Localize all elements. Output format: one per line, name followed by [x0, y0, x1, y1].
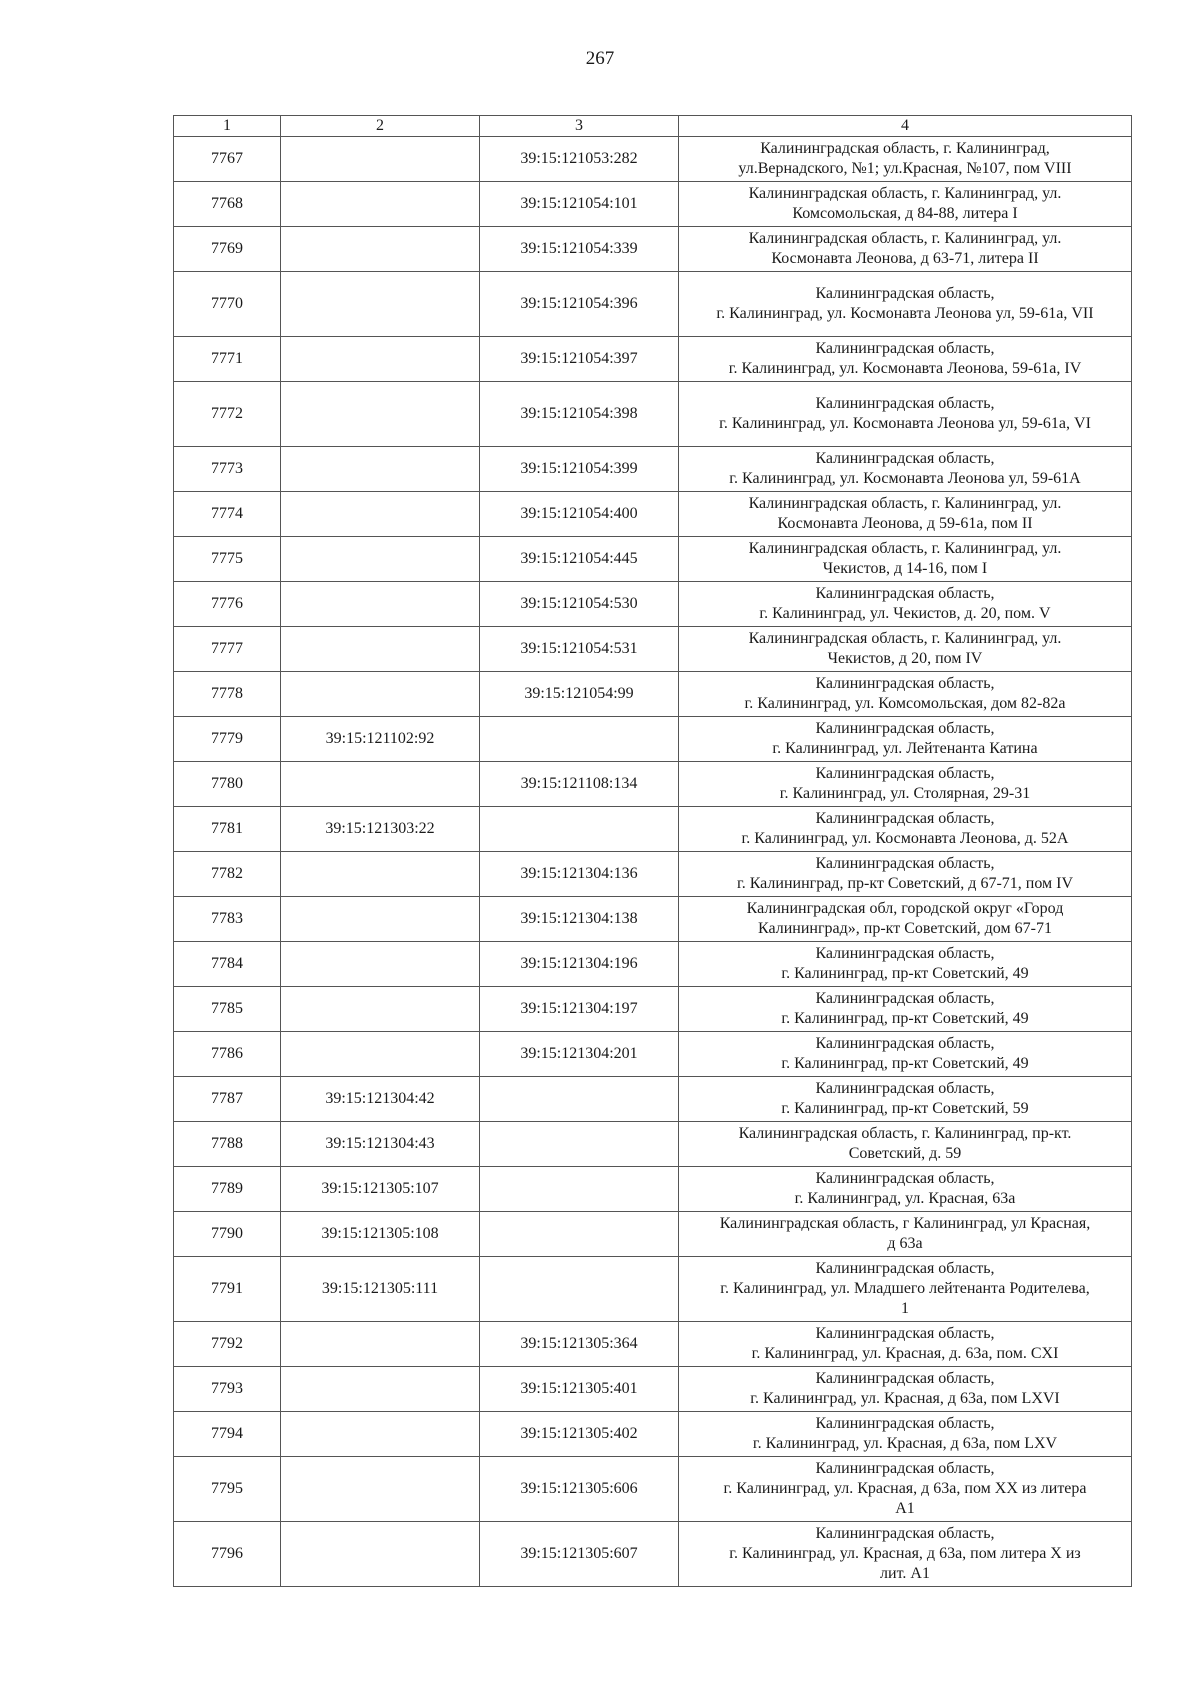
cadastral-number-col2-cell	[281, 447, 480, 492]
cadastral-number-col2-cell	[281, 1412, 480, 1457]
cadastral-number-col3-cell: 39:15:121054:530	[480, 582, 679, 627]
row-number-cell: 7793	[174, 1367, 281, 1412]
cadastral-number-col3-cell	[480, 1122, 679, 1167]
address-cell	[679, 1322, 1132, 1367]
table-header	[174, 116, 1132, 137]
row-number-cell: 7773	[174, 447, 281, 492]
address-line: Калининградская область,	[815, 450, 995, 467]
address-line: г. Калининград, ул. Красная, д. 63а, пом. CXI	[751, 1345, 1059, 1362]
address-line: г. Калининград, ул. Красная, д 63а, пом LXV	[752, 1435, 1058, 1452]
row-number-cell: 7768	[174, 182, 281, 227]
table-row	[174, 987, 1132, 1032]
cadastral-number-col2-cell: 39:15:121305:107	[281, 1167, 480, 1212]
address-line: Калининградская область,	[815, 720, 995, 737]
cadastral-number-col3-cell: 39:15:121054:400	[480, 492, 679, 537]
row-number-cell: 7795	[174, 1457, 281, 1522]
row-number-cell: 7780	[174, 762, 281, 807]
address-line: Калининградская область,	[815, 1035, 995, 1052]
table-row	[174, 137, 1132, 182]
address-line: Калининградская область,	[815, 1325, 995, 1342]
cadastral-number-col3-cell: 39:15:121054:398	[480, 382, 679, 447]
address-line: г. Калининград, ул. Красная, д 63а, пом литера X из	[729, 1545, 1081, 1562]
address-line: Калининградская область,	[815, 1080, 995, 1097]
address-line: лит. А1	[880, 1565, 930, 1582]
row-number-cell: 7794	[174, 1412, 281, 1457]
address-line: Калининградская область, г Калининград, ул Красная,	[719, 1215, 1091, 1232]
row-number-cell: 7771	[174, 337, 281, 382]
column-header-4: 4	[679, 116, 1132, 137]
cadastral-number-col2-cell	[281, 1367, 480, 1412]
address-line: г. Калининград, ул. Чекистов, д. 20, пом. V	[759, 605, 1051, 622]
table-row	[174, 582, 1132, 627]
address-line: ул.Вернадского, №1; ул.Красная, №107, пом VIII	[738, 160, 1072, 177]
address-line: г. Калининград, ул. Космонавта Леонова, 59-61а, IV	[728, 360, 1082, 377]
address-line: Калининградская область,	[815, 675, 995, 692]
address-cell	[679, 537, 1132, 582]
cadastral-number-col2-cell	[281, 672, 480, 717]
address-line: Калининградская область,	[815, 765, 995, 782]
address-line: Калининградская область,	[815, 810, 995, 827]
cadastral-number-col2-cell	[281, 492, 480, 537]
cadastral-number-col2-cell: 39:15:121305:108	[281, 1212, 480, 1257]
address-cell	[679, 1032, 1132, 1077]
row-number-cell: 7781	[174, 807, 281, 852]
cadastral-number-col2-cell	[281, 227, 480, 272]
address-cell	[679, 1522, 1132, 1587]
cadastral-number-col2-cell	[281, 1522, 480, 1587]
cadastral-number-col2-cell	[281, 897, 480, 942]
address-line: Калининградская область, г. Калининград, ул.	[748, 540, 1062, 557]
table-row	[174, 337, 1132, 382]
cadastral-number-col2-cell	[281, 537, 480, 582]
address-line: А1	[895, 1500, 915, 1517]
address-line: Калининградская область, г. Калининград,	[760, 140, 1050, 157]
cadastral-number-col3-cell: 39:15:121305:606	[480, 1457, 679, 1522]
cadastral-number-col3-cell: 39:15:121054:399	[480, 447, 679, 492]
cadastral-number-col2-cell	[281, 272, 480, 337]
address-line: г. Калининград, пр-кт Советский, 49	[781, 965, 1029, 982]
table-row	[174, 807, 1132, 852]
table-row	[174, 1367, 1132, 1412]
table-row	[174, 1122, 1132, 1167]
table-row	[174, 1032, 1132, 1077]
address-line: Калининградская область, г. Калининград, ул.	[748, 495, 1062, 512]
table-row	[174, 1322, 1132, 1367]
address-cell	[679, 227, 1132, 272]
row-number-cell: 7776	[174, 582, 281, 627]
table-row	[174, 717, 1132, 762]
address-cell	[679, 447, 1132, 492]
address-cell	[679, 1167, 1132, 1212]
page-number: 267	[585, 48, 615, 69]
column-header-1: 1	[174, 116, 281, 137]
cadastral-number-col3-cell: 39:15:121054:99	[480, 672, 679, 717]
address-line: г. Калининград, ул. Красная, 63а	[794, 1190, 1016, 1207]
address-cell	[679, 182, 1132, 227]
cadastral-number-col2-cell	[281, 137, 480, 182]
address-line: Калининградская область, г. Калининград, ул.	[748, 185, 1062, 202]
address-line: Калининградская область,	[815, 395, 995, 412]
address-cell	[679, 942, 1132, 987]
cadastral-number-col2-cell: 39:15:121304:43	[281, 1122, 480, 1167]
address-cell	[679, 852, 1132, 897]
cadastral-number-col3-cell: 39:15:121054:397	[480, 337, 679, 382]
row-number-cell: 7782	[174, 852, 281, 897]
row-number-cell: 7770	[174, 272, 281, 337]
row-number-cell: 7767	[174, 137, 281, 182]
table-row	[174, 1257, 1132, 1322]
table-row	[174, 1077, 1132, 1122]
address-cell	[679, 1077, 1132, 1122]
table-body	[174, 137, 1132, 1587]
address-line: г. Калининград, ул. Космонавта Леонова ул, 59-61А	[729, 470, 1081, 487]
row-number-cell: 7775	[174, 537, 281, 582]
address-line: г. Калининград, пр-кт Советский, д 67-71, пом IV	[736, 875, 1074, 892]
table-row	[174, 1457, 1132, 1522]
row-number-cell: 7774	[174, 492, 281, 537]
cadastral-number-col3-cell	[480, 717, 679, 762]
address-line: Калининградская область,	[815, 1260, 995, 1277]
address-line: г. Калининград, ул. Космонавта Леонова ул, 59-61а, VII	[716, 305, 1094, 322]
address-line: Калининградская область,	[815, 585, 995, 602]
column-header-3: 3	[480, 116, 679, 137]
table-row	[174, 852, 1132, 897]
row-number-cell: 7784	[174, 942, 281, 987]
address-line: г. Калининград, ул. Космонавта Леонова ул, 59-61а, VI	[719, 415, 1091, 432]
table-row	[174, 1167, 1132, 1212]
cadastral-number-col2-cell: 39:15:121305:111	[281, 1257, 480, 1322]
cadastral-number-col2-cell	[281, 1322, 480, 1367]
cadastral-number-col2-cell: 39:15:121102:92	[281, 717, 480, 762]
address-line: Калининградская область, г. Калининград, ул.	[748, 630, 1062, 647]
table-row	[174, 447, 1132, 492]
table-row	[174, 1412, 1132, 1457]
address-line: г. Калининград, ул. Красная, д 63а, пом LXVI	[750, 1390, 1060, 1407]
header-row	[174, 116, 1132, 137]
address-line: Калининградская область, г. Калининград, ул.	[748, 230, 1062, 247]
address-cell	[679, 137, 1132, 182]
cadastral-number-col3-cell	[480, 1212, 679, 1257]
row-number-cell: 7777	[174, 627, 281, 672]
cadastral-number-col3-cell: 39:15:121054:531	[480, 627, 679, 672]
cadastral-number-col3-cell: 39:15:121305:401	[480, 1367, 679, 1412]
address-line: г. Калининград, ул. Комсомольская, дом 82-82а	[744, 695, 1066, 712]
row-number-cell: 7792	[174, 1322, 281, 1367]
address-line: Советский, д. 59	[848, 1145, 962, 1162]
table-row	[174, 382, 1132, 447]
address-line: Калининградская область,	[815, 1370, 995, 1387]
cadastral-number-col3-cell	[480, 1077, 679, 1122]
cadastral-number-col3-cell: 39:15:121304:196	[480, 942, 679, 987]
row-number-cell: 7769	[174, 227, 281, 272]
address-cell	[679, 382, 1132, 447]
address-line: Калининградская область,	[815, 340, 995, 357]
row-number-cell: 7779	[174, 717, 281, 762]
property-registry-table	[173, 115, 1132, 1587]
row-number-cell: 7772	[174, 382, 281, 447]
cadastral-number-col2-cell	[281, 627, 480, 672]
cadastral-number-col3-cell: 39:15:121305:607	[480, 1522, 679, 1587]
cadastral-number-col2-cell	[281, 1032, 480, 1077]
address-line: Калининградская область,	[815, 855, 995, 872]
cadastral-number-col3-cell: 39:15:121054:339	[480, 227, 679, 272]
cadastral-number-col2-cell	[281, 762, 480, 807]
address-cell	[679, 582, 1132, 627]
cadastral-number-col2-cell	[281, 382, 480, 447]
cadastral-number-col3-cell	[480, 807, 679, 852]
cadastral-number-col3-cell: 39:15:121304:136	[480, 852, 679, 897]
address-cell	[679, 987, 1132, 1032]
address-cell	[679, 1212, 1132, 1257]
row-number-cell: 7786	[174, 1032, 281, 1077]
address-line: Чекистов, д 20, пом IV	[827, 650, 983, 667]
address-cell	[679, 337, 1132, 382]
address-line: 1	[901, 1300, 909, 1317]
address-cell	[679, 1257, 1132, 1322]
address-cell	[679, 762, 1132, 807]
address-line: г. Калининград, ул. Столярная, 29-31	[779, 785, 1031, 802]
address-line: Космонавта Леонова, д 63-71, литера II	[771, 250, 1039, 267]
cadastral-number-col3-cell: 39:15:121304:197	[480, 987, 679, 1032]
column-header-2: 2	[281, 116, 480, 137]
address-line: г. Калининград, пр-кт Советский, 49	[781, 1055, 1029, 1072]
cadastral-number-col3-cell: 39:15:121108:134	[480, 762, 679, 807]
cadastral-number-col2-cell	[281, 1457, 480, 1522]
address-cell	[679, 1367, 1132, 1412]
address-cell	[679, 1457, 1132, 1522]
row-number-cell: 7788	[174, 1122, 281, 1167]
address-cell	[679, 717, 1132, 762]
cadastral-number-col3-cell: 39:15:121054:396	[480, 272, 679, 337]
address-line: г. Калининград, ул. Лейтенанта Катина	[772, 740, 1038, 757]
address-cell	[679, 897, 1132, 942]
address-line: Калининград», пр-кт Советский, дом 67-71	[758, 920, 1052, 937]
row-number-cell: 7789	[174, 1167, 281, 1212]
table-row	[174, 537, 1132, 582]
address-cell	[679, 272, 1132, 337]
address-line: Калининградская обл, городской округ «Город	[746, 900, 1064, 917]
address-line: д 63а	[887, 1235, 923, 1252]
table-row	[174, 492, 1132, 537]
address-cell	[679, 492, 1132, 537]
address-line: Калининградская область,	[815, 1460, 995, 1477]
address-line: Калининградская область, г. Калининград, пр-кт.	[738, 1125, 1072, 1142]
table-row	[174, 227, 1132, 272]
cadastral-number-col2-cell	[281, 942, 480, 987]
table-row	[174, 942, 1132, 987]
table-row	[174, 897, 1132, 942]
address-line: г. Калининград, ул. Космонавта Леонова, д. 52А	[741, 830, 1069, 847]
table-row	[174, 182, 1132, 227]
row-number-cell: 7783	[174, 897, 281, 942]
cadastral-number-col3-cell: 39:15:121304:138	[480, 897, 679, 942]
address-cell	[679, 672, 1132, 717]
address-line: Калининградская область,	[815, 285, 995, 302]
address-cell	[679, 1412, 1132, 1457]
row-number-cell: 7796	[174, 1522, 281, 1587]
row-number-cell: 7787	[174, 1077, 281, 1122]
address-line: г. Калининград, пр-кт Советский, 49	[781, 1010, 1029, 1027]
cadastral-number-col2-cell	[281, 182, 480, 227]
address-line: г. Калининград, пр-кт Советский, 59	[781, 1100, 1029, 1117]
table-row	[174, 1212, 1132, 1257]
cadastral-number-col2-cell	[281, 987, 480, 1032]
address-line: Комсомольская, д 84-88, литера I	[792, 205, 1018, 222]
table-row	[174, 627, 1132, 672]
address-line: Космонавта Леонова, д 59-61а, пом II	[777, 515, 1033, 532]
row-number-cell: 7790	[174, 1212, 281, 1257]
address-cell	[679, 807, 1132, 852]
address-line: г. Калининград, ул. Младшего лейтенанта Родителева,	[720, 1280, 1090, 1297]
cadastral-number-col3-cell: 39:15:121053:282	[480, 137, 679, 182]
cadastral-number-col2-cell: 39:15:121303:22	[281, 807, 480, 852]
cadastral-number-col3-cell: 39:15:121054:101	[480, 182, 679, 227]
cadastral-number-col3-cell: 39:15:121305:364	[480, 1322, 679, 1367]
address-line: Чекистов, д 14-16, пом I	[822, 560, 988, 577]
table-row	[174, 672, 1132, 717]
table-row	[174, 272, 1132, 337]
address-line: Калининградская область,	[815, 1525, 995, 1542]
cadastral-number-col2-cell	[281, 337, 480, 382]
row-number-cell: 7785	[174, 987, 281, 1032]
address-line: Калининградская область,	[815, 1415, 995, 1432]
address-line: г. Калининград, ул. Красная, д 63а, пом XX из литера	[723, 1480, 1087, 1497]
address-cell	[679, 1122, 1132, 1167]
address-line: Калининградская область,	[815, 1170, 995, 1187]
cadastral-number-col3-cell: 39:15:121304:201	[480, 1032, 679, 1077]
row-number-cell: 7791	[174, 1257, 281, 1322]
cadastral-number-col3-cell	[480, 1257, 679, 1322]
cadastral-number-col2-cell	[281, 852, 480, 897]
address-line: Калининградская область,	[815, 990, 995, 1007]
table-row	[174, 762, 1132, 807]
address-line: Калининградская область,	[815, 945, 995, 962]
cadastral-number-col3-cell	[480, 1167, 679, 1212]
table-row	[174, 1522, 1132, 1587]
cadastral-number-col3-cell: 39:15:121305:402	[480, 1412, 679, 1457]
cadastral-number-col3-cell: 39:15:121054:445	[480, 537, 679, 582]
cadastral-number-col2-cell	[281, 582, 480, 627]
address-cell	[679, 627, 1132, 672]
row-number-cell: 7778	[174, 672, 281, 717]
cadastral-number-col2-cell: 39:15:121304:42	[281, 1077, 480, 1122]
